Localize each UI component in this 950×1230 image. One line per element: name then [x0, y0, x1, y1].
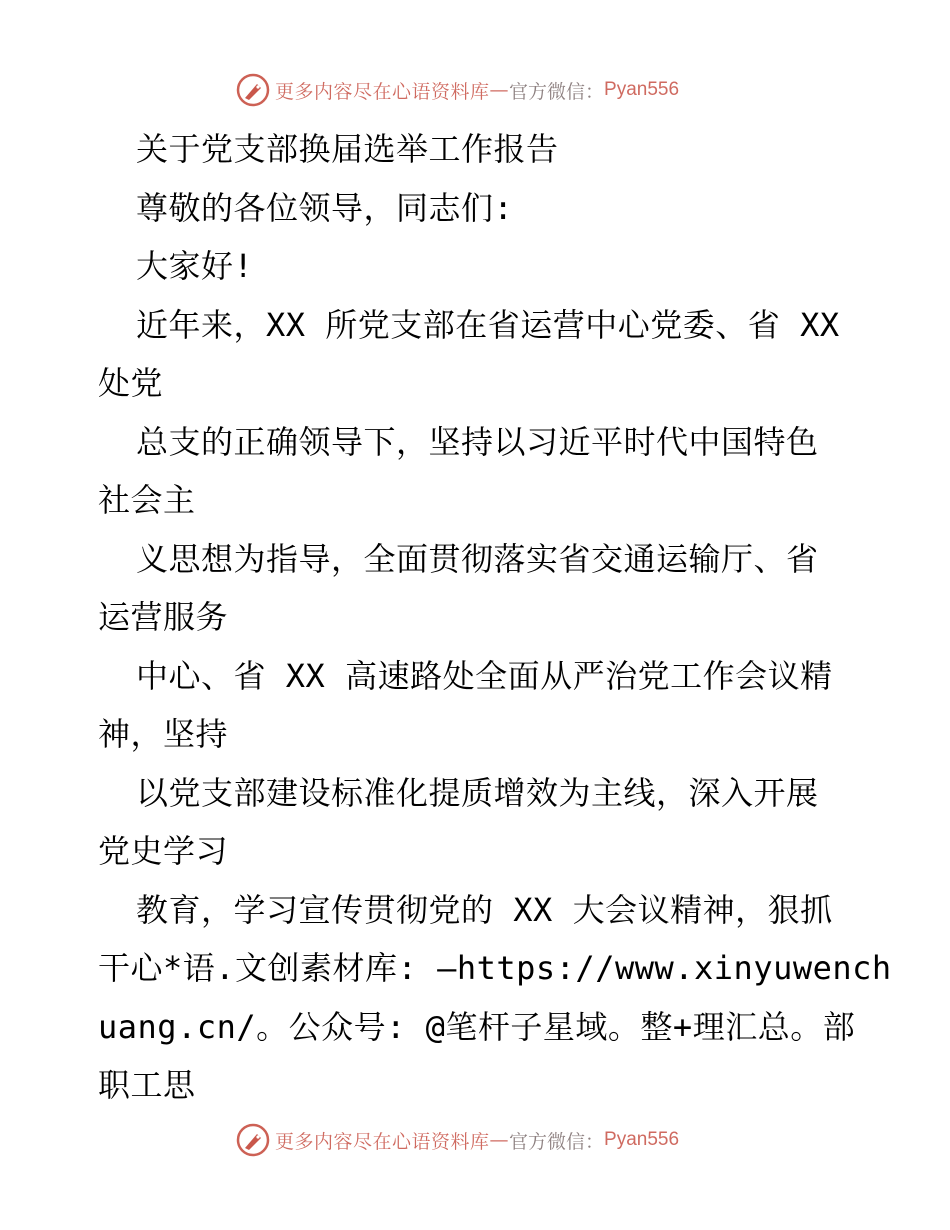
- body-line: uang.cn/。公众号: @笔杆子星域。整+理汇总。部: [98, 1007, 856, 1046]
- body-line: 运营服务: [98, 598, 229, 636]
- pen-nib-logo-icon: [235, 1122, 271, 1158]
- footer-watermark: [235, 1122, 679, 1158]
- body-line: 中心、省 XX 高速路处全面从严治党工作会议精: [136, 656, 833, 695]
- document-body: [98, 120, 892, 1115]
- body-line: 神，坚持: [98, 715, 229, 753]
- greeting: 大家好!: [136, 247, 254, 285]
- watermark-dash: —: [489, 1129, 510, 1151]
- body-line: 干心*语.文创素材库: —https://www.xinyuwench: [98, 949, 892, 987]
- body-line: 教育，学习宣传贯彻党的 XX 大会议精神，狠抓: [136, 890, 833, 929]
- watermark-dash: —: [489, 79, 510, 101]
- header-watermark: [235, 72, 679, 108]
- watermark-text: 更多内容尽在心语资料库: [275, 80, 490, 103]
- watermark-wechat-id: Pyan556: [604, 79, 680, 100]
- body-line: 义思想为指导，全面贯彻落实省交通运输厅、省: [136, 539, 819, 578]
- body-line: 职工思: [98, 1066, 196, 1104]
- salutation: 尊敬的各位领导，同志们:: [136, 188, 514, 227]
- document-title: 关于党支部换届选举工作报告: [136, 130, 559, 168]
- body-line: 近年来，XX 所党支部在省运营中心党委、省 XX: [136, 305, 840, 344]
- watermark-wechat-label: 官方微信：: [509, 1130, 605, 1153]
- body-line: 总支的正确领导下，坚持以习近平时代中国特色: [136, 422, 819, 461]
- watermark-wechat-label: 官方微信：: [509, 80, 605, 103]
- pen-nib-logo-icon: [235, 72, 271, 108]
- watermark-text: 更多内容尽在心语资料库: [275, 1130, 490, 1153]
- body-line: 社会主: [98, 481, 196, 519]
- body-line: 党史学习: [98, 832, 229, 870]
- body-line: 处党: [98, 364, 164, 402]
- watermark-wechat-id: Pyan556: [604, 1129, 680, 1150]
- body-line: 以党支部建设标准化提质增效为主线，深入开展: [136, 773, 819, 812]
